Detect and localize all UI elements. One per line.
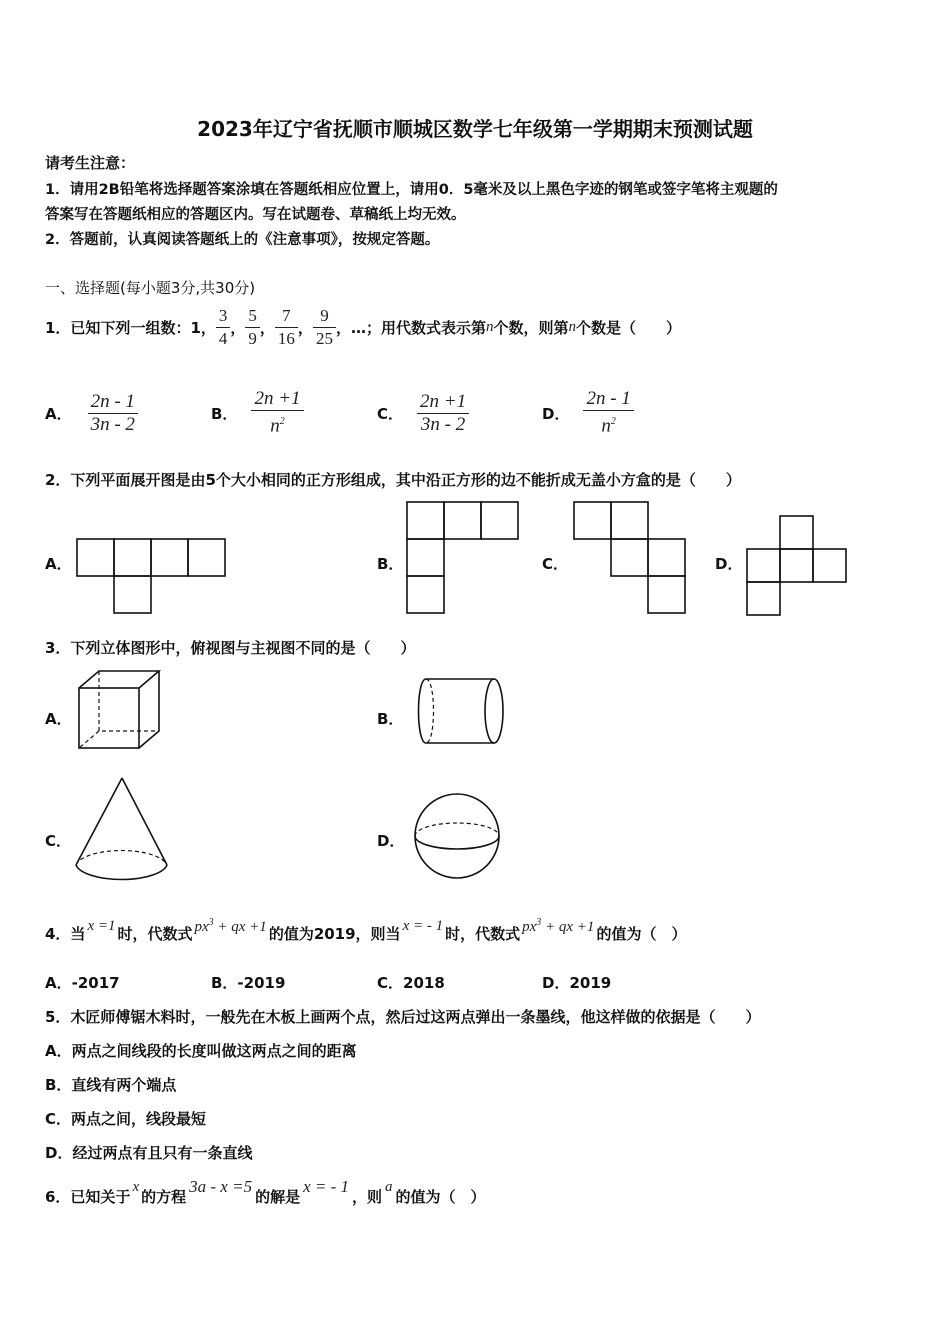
q1-seq-4: $\frac{9}{25}$ (313, 305, 336, 350)
q3-option-b-label[interactable]: B． (377, 710, 404, 728)
question-5: 5．木匠师傅锯木料时，一般先在木板上画两个点，然后过这两点弹出一条墨线，他这样做的依据是（ ） (45, 1008, 761, 1026)
notice-line-3: 2．答题前，认真阅读答题纸上的《注意事项》，按规定答题。 (45, 232, 440, 248)
q2-net-c (572, 500, 690, 616)
q4-option-a[interactable]: A．-2017 (45, 974, 120, 992)
q2-option-d-label[interactable]: D． (715, 555, 743, 573)
q2-net-d (745, 514, 849, 618)
question-4: 4．当 x =1 时，代数式 $px^3$ + qx +1 的值为2019，则当 x = - 1 时，代数式 $px^3$ + qx +1 的值为（ ） (45, 916, 687, 943)
section-heading: 一、选择题(每小题3分,共30分) (45, 279, 256, 297)
q2-net-b (405, 500, 523, 616)
q2-net-a (75, 537, 230, 617)
q3-option-d-label[interactable]: D． (377, 832, 405, 850)
q1-seq-2: $\frac{5}{9}$ (245, 305, 260, 350)
cube-icon (76, 668, 164, 754)
q1-option-c[interactable]: C． $\frac{2n +1}{3n - 2}$ (377, 388, 469, 438)
q2-option-c-label[interactable]: C． (542, 555, 569, 573)
q1-option-a[interactable]: A． $\frac{2n - 1}{3n - 2}$ (45, 388, 138, 438)
notice-line-1: 1．请用2B铅笔将选择题答案涂填在答题纸相应位置上，请用0．5毫米及以上黑色字迹的钢笔或签字笔将主观题的 (45, 182, 778, 198)
q3-option-a-label[interactable]: A． (45, 710, 72, 728)
question-6: 6．已知关于 x 的方程 3a - x =5 的解是 x = - 1 ，则 a 的值为（ ） (45, 1177, 486, 1206)
cone-icon (72, 775, 172, 887)
q1-option-b[interactable]: B． $\frac{2n +1}{n^2}$ (211, 388, 304, 438)
question-2: 2．下列平面展开图是由5个大小相同的正方形组成，其中沿正方形的边不能折成无盖小方盒的是（ ） (45, 471, 741, 489)
q5-option-a[interactable]: A．两点之间线段的长度叫做这两点之间的距离 (45, 1042, 357, 1060)
q2-option-a-label[interactable]: A． (45, 555, 72, 573)
question-1: 1．已知下列一组数：1， $\frac{3}{4}$ ， $\frac{5}{9}$ ， $\frac{7}{16}$ ， $\frac{9}{25}$ ， …；用代数式表示第 n 个数，则第 n 个数是（ ） (45, 305, 681, 348)
q5-option-b[interactable]: B．直线有两个端点 (45, 1076, 177, 1094)
question-3: 3．下列立体图形中，俯视图与主视图不同的是（ ） (45, 639, 416, 657)
q4-option-b[interactable]: B．-2019 (211, 974, 286, 992)
q4-option-c[interactable]: C．2018 (377, 974, 445, 992)
q5-option-c[interactable]: C．两点之间，线段最短 (45, 1110, 207, 1128)
page-title: 2023年辽宁省抚顺市顺城区数学七年级第一学期期末预测试题 (197, 117, 753, 141)
notice-line-2: 答案写在答题纸相应的答题区内。写在试题卷、草稿纸上均无效。 (45, 207, 466, 223)
q2-option-b-label[interactable]: B． (377, 555, 404, 573)
q1-option-d[interactable]: D． $\frac{2n - 1}{n^2}$ (542, 388, 634, 438)
q1-seq-1: $\frac{3}{4}$ (216, 305, 231, 350)
q5-option-d[interactable]: D．经过两点有且只有一条直线 (45, 1144, 253, 1162)
q3-option-c-label[interactable]: C． (45, 832, 72, 850)
notice-heading: 请考生注意： (45, 154, 136, 172)
q1-seq-3: $\frac{7}{16}$ (275, 305, 298, 350)
cylinder-icon (410, 674, 506, 748)
q1-prefix: 1．已知下列一组数：1， (45, 318, 216, 337)
sphere-icon (412, 791, 502, 881)
q4-option-d[interactable]: D．2019 (542, 974, 612, 992)
